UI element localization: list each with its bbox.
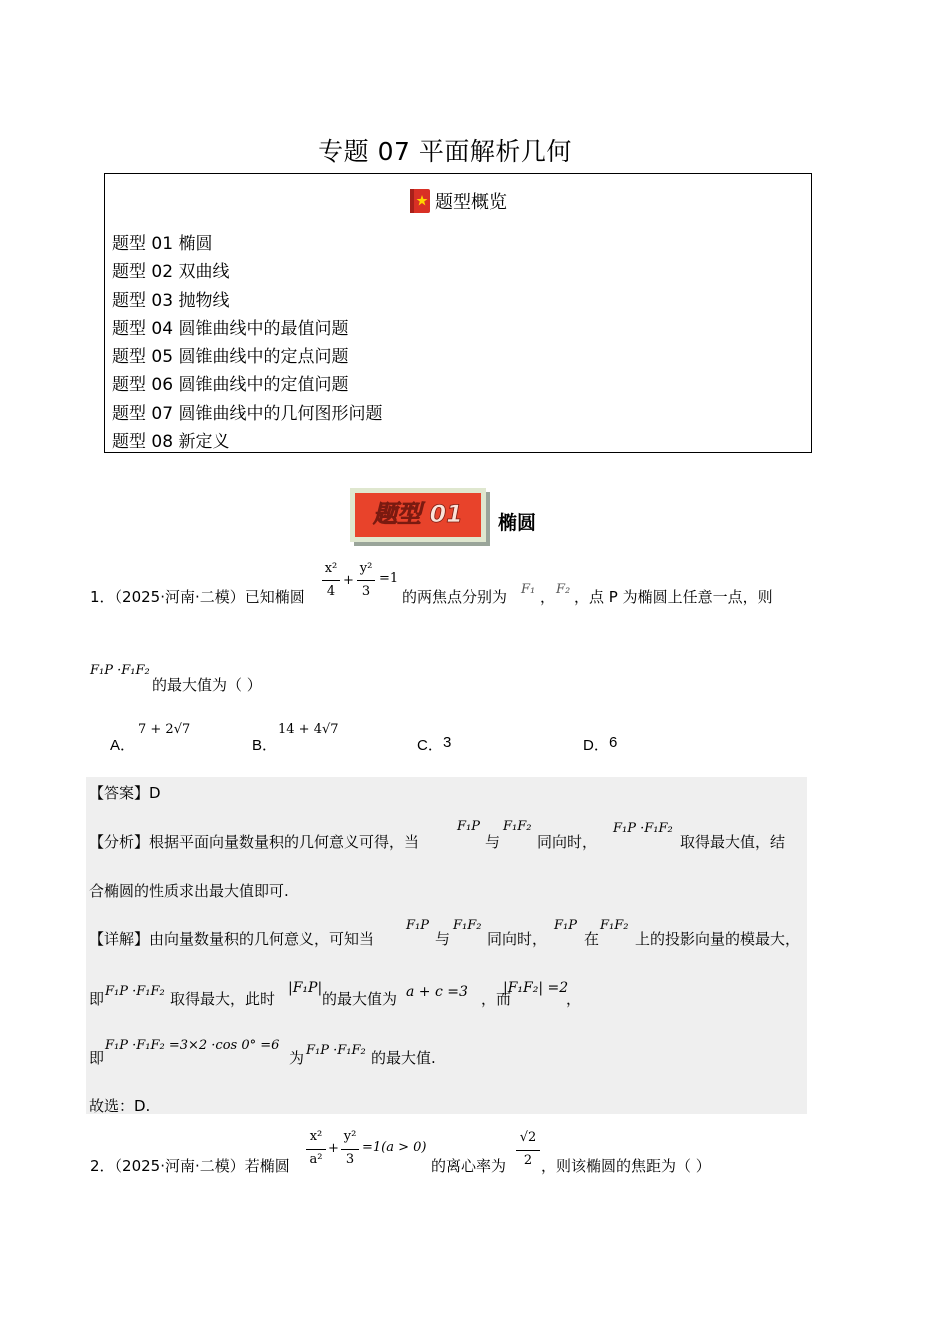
conclusion-line: 故选：D. — [89, 1097, 151, 1115]
q1-eq-rhs: =1 — [379, 571, 399, 586]
detail-equation: F₁P ·F₁F₂ =3×2 ·cos 0° =6 — [105, 1038, 280, 1053]
detail-text: 与 — [435, 930, 451, 948]
plus-sign: + — [328, 1141, 339, 1156]
detail-text: ， — [566, 990, 582, 1008]
overview-heading — [105, 188, 811, 214]
overview-item[interactable]: 题型 02 双曲线 — [112, 262, 230, 283]
q2-mid: 的离心率为 — [431, 1157, 507, 1175]
detail-text: 同向时， — [487, 930, 548, 948]
detail-text: 取得最大，此时 — [170, 990, 276, 1008]
q1-eq-den2: 3 — [361, 584, 371, 599]
analysis-text: 【分析】根据平面向量数量积的几何意义可得，当 — [89, 833, 420, 851]
detail-text: ，而 — [481, 990, 512, 1008]
fraction-bar — [516, 1150, 540, 1151]
section-badge — [350, 488, 490, 546]
option-b-label[interactable]: B． — [252, 737, 278, 754]
overview-box — [104, 173, 812, 453]
section-name: 椭圆 — [498, 512, 537, 534]
q1-line2-text: 的最大值为（ ） — [152, 676, 262, 694]
analysis-text: 合椭圆的性质求出最大值即可. — [89, 882, 289, 900]
analysis-text: 与 — [485, 833, 501, 851]
option-b-value[interactable]: 14 + 4√7 — [278, 722, 339, 737]
detail-text: 的最大值为 — [322, 990, 398, 1008]
detail-value: |F₁F₂| =2 — [503, 980, 569, 996]
option-c-label[interactable]: C． — [417, 737, 443, 754]
detail-vector: F₁P ·F₁F₂ — [306, 1043, 366, 1058]
q1-expr: F₁P ·F₁F₂ — [90, 663, 150, 678]
analysis-vector: F₁F₂ — [503, 819, 532, 834]
q1-eq-num2: y² — [359, 561, 373, 576]
fraction-bar — [341, 1149, 359, 1150]
q1-eq-den1: 4 — [326, 584, 336, 599]
q1-f2: F₂ — [556, 582, 571, 597]
book-icon — [409, 188, 431, 214]
q2-eq-den2: 3 — [345, 1152, 355, 1167]
q2-eq-num1: x² — [309, 1129, 323, 1144]
detail-text: 上的投影向量的模最大， — [635, 930, 801, 948]
fraction-bar — [306, 1149, 326, 1150]
answer-line: 【答案】D — [89, 784, 161, 802]
overview-heading-text: 题型概览 — [435, 192, 507, 213]
overview-item[interactable]: 题型 07 圆锥曲线中的几何图形问题 — [112, 403, 383, 424]
detail-value: a + c =3 — [406, 984, 468, 1000]
overview-item[interactable]: 题型 03 抛物线 — [112, 290, 230, 311]
detail-text: 即 — [89, 990, 105, 1008]
option-d-value[interactable]: 6 — [609, 734, 618, 751]
q2-eq-rhs: =1(a > 0) — [362, 1140, 427, 1155]
overview-item[interactable]: 题型 08 新定义 — [112, 432, 230, 453]
option-a-label[interactable]: A． — [110, 737, 136, 754]
detail-vector: F₁P — [554, 918, 577, 933]
q1-eq-num1: x² — [324, 561, 338, 576]
overview-list — [112, 230, 382, 456]
q2-eq-den1: a² — [309, 1152, 323, 1167]
overview-item[interactable]: 题型 05 圆锥曲线中的定点问题 — [112, 347, 349, 368]
q2-prefix: 2．（2025·河南·二模）若椭圆 — [90, 1157, 290, 1175]
q1-tail: ，点 P 为椭圆上任意一点，则 — [574, 588, 773, 606]
detail-vector: F₁F₂ — [600, 918, 629, 933]
q2-eq-num2: y² — [343, 1129, 357, 1144]
detail-text: 即 — [89, 1049, 105, 1067]
detail-vector: F₁P — [406, 918, 429, 933]
analysis-vector: F₁P — [457, 819, 480, 834]
page-title: 专题 07 平面解析几何 — [318, 137, 572, 166]
analysis-vector: F₁P ·F₁F₂ — [613, 821, 673, 836]
detail-vector: |F₁P| — [288, 980, 323, 996]
detail-text: 在 — [584, 930, 600, 948]
overview-item[interactable]: 题型 01 椭圆 — [112, 234, 213, 254]
overview-item[interactable]: 题型 06 圆锥曲线中的定值问题 — [112, 375, 349, 396]
q1-prefix: 1．（2025·河南·二模）已知椭圆 — [90, 588, 305, 606]
analysis-text: 同向时， — [537, 833, 598, 851]
q2-e-num: √2 — [519, 1130, 537, 1145]
fraction-bar — [322, 580, 340, 581]
detail-text: 【详解】由向量数量积的几何意义，可知当 — [89, 930, 375, 948]
option-d-label[interactable]: D． — [583, 737, 609, 754]
detail-vector: F₁F₂ — [453, 918, 482, 933]
q1-mid: 的两焦点分别为 — [402, 588, 508, 606]
section-badge-text: 题型 01 — [373, 500, 463, 528]
detail-text: 的最大值. — [371, 1049, 436, 1067]
overview-item[interactable]: 题型 04 圆锥曲线中的最值问题 — [112, 318, 349, 339]
fraction-bar — [357, 580, 375, 581]
q2-e-den: 2 — [523, 1153, 533, 1168]
q2-tail: ，则该椭圆的焦距为（ ） — [541, 1157, 711, 1175]
analysis-text: 取得最大值，结 — [680, 833, 786, 851]
detail-text: 为 — [289, 1049, 305, 1067]
option-a-value[interactable]: 7 + 2√7 — [138, 722, 191, 737]
plus-sign: + — [343, 573, 354, 588]
q1-f1: F₁ — [521, 582, 536, 597]
detail-vector: F₁P ·F₁F₂ — [105, 984, 165, 999]
option-c-value[interactable]: 3 — [443, 734, 452, 751]
